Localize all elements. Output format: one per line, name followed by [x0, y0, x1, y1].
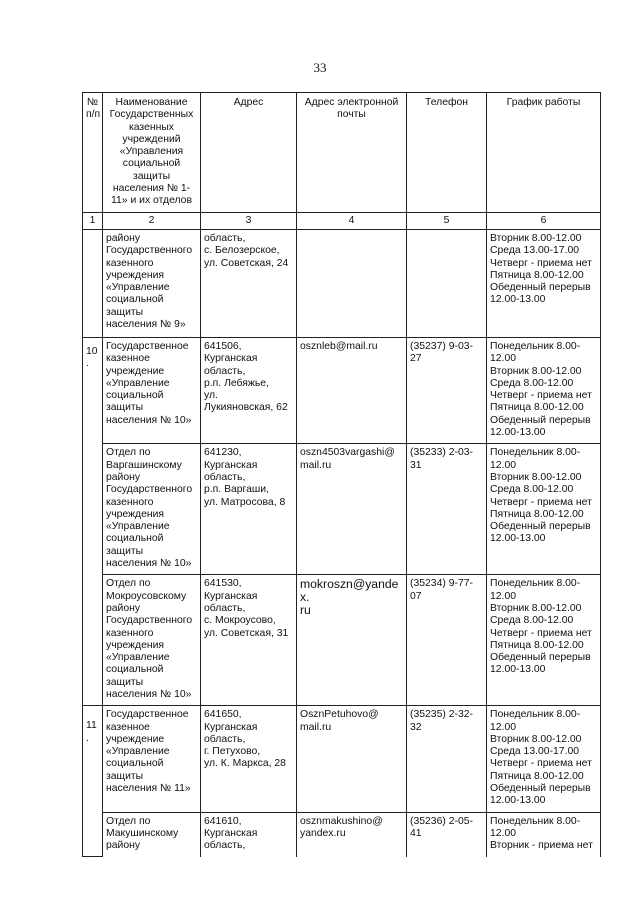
address: 641230, Курганская область, р.п. Варгаши, ул. Матросова, 8 [201, 444, 297, 575]
schedule: Понедельник 8.00- 12.00 Вторник 8.00-12.00 Среда 13.00-17.00 Четверг - приема нет Пятница 8.00-12.00 Обеденный перерыв 12.00-13.00 [487, 706, 601, 812]
schedule: Вторник 8.00-12.00 Среда 13.00-17.00 Четверг - приема нет Пятница 8.00-12.00 Обеденный перерыв 12.00-13.00 [487, 229, 601, 337]
address: область, с. Белозерское, ул. Советская, 24 [201, 229, 297, 337]
email: mokroszn@yande x. ru [297, 575, 407, 706]
email: oszn4503vargashi@ mail.ru [297, 444, 407, 575]
schedule: Понедельник 8.00- 12.00 Вторник 8.00-12.00 Среда 8.00-12.00 Четверг - приема нет Пятница 8.00-12.00 Обеденный перерыв 12.00-13.00 [487, 575, 601, 706]
email: osznmakushino@ yandex.ru [297, 812, 407, 856]
header-phone: Телефон [407, 93, 487, 213]
column-index: 6 [487, 212, 601, 229]
address: 641530, Курганская область, с. Мокроусово, ул. Советская, 31 [201, 575, 297, 706]
phone: (35233) 2-03- 31 [407, 444, 487, 575]
table-row [83, 229, 601, 337]
row-number: 11. [83, 706, 103, 857]
phone: (35235) 2-32- 32 [407, 706, 487, 812]
table-row [83, 575, 601, 706]
institution-name: району Государственного казенного учреждения «Управление социальной защиты населения № 9» [103, 229, 201, 337]
offices-table [82, 92, 601, 857]
table-row [83, 706, 601, 812]
address: 641610, Курганская область, [201, 812, 297, 856]
row-number: 10. [83, 337, 103, 705]
institution-name: Отдел по Макушинскому району [103, 812, 201, 856]
table-row [83, 444, 601, 575]
column-index: 5 [407, 212, 487, 229]
page-number: 33 [313, 60, 327, 75]
institution-name: Государственное казенное учреждение «Управление социальной защиты населения № 11» [103, 706, 201, 812]
column-index-row [83, 212, 601, 229]
email: OsznPetuhovo@ mail.ru [297, 706, 407, 812]
header-email: Адрес электронной почты [297, 93, 407, 213]
phone: (35234) 9-77- 07 [407, 575, 487, 706]
phone [407, 229, 487, 337]
institution-name: Государственное казенное учреждение «Управление социальной защиты населения № 10» [103, 337, 201, 443]
column-index: 4 [297, 212, 407, 229]
email [297, 229, 407, 337]
table-row [83, 337, 601, 443]
header-schedule: График работы [487, 93, 601, 213]
institution-name: Отдел по Мокроусовскому району Государственного казенного учреждения «Управление социальной защиты населения № 10» [103, 575, 201, 706]
header-row [83, 93, 601, 213]
email: osznleb@mail.ru [297, 337, 407, 443]
schedule: Понедельник 8.00- 12.00 Вторник 8.00-12.00 Среда 8.00-12.00 Четверг - приема нет Пятница 8.00-12.00 Обеденный перерыв 12.00-13.00 [487, 444, 601, 575]
header-name: Наименование Государственных казенных учреждений «Управления социальной защиты населения № 1- 11» и их отделов [103, 93, 201, 213]
schedule: Понедельник 8.00- 12.00 Вторник 8.00-12.00 Среда 8.00-12.00 Четверг - приема нет Пятница 8.00-12.00 Обеденный перерыв 12.00-13.00 [487, 337, 601, 443]
header-num: № п/п [83, 93, 103, 213]
schedule: Понедельник 8.00- 12.00 Вторник - приема нет [487, 812, 601, 856]
row-number [83, 229, 103, 337]
column-index: 2 [103, 212, 201, 229]
column-index: 1 [83, 212, 103, 229]
phone: (35237) 9-03- 27 [407, 337, 487, 443]
phone: (35236) 2-05- 41 [407, 812, 487, 856]
column-index: 3 [201, 212, 297, 229]
address: 641650, Курганская область, г. Петухово, ул. К. Маркса, 28 [201, 706, 297, 812]
table-row [83, 812, 601, 856]
institution-name: Отдел по Варгашинскому району Государственного казенного учреждения «Управление социальной защиты населения № 10» [103, 444, 201, 575]
header-address: Адрес [201, 93, 297, 213]
address: 641506, Курганская область, р.п. Лебяжье, ул. Лукияновская, 62 [201, 337, 297, 443]
